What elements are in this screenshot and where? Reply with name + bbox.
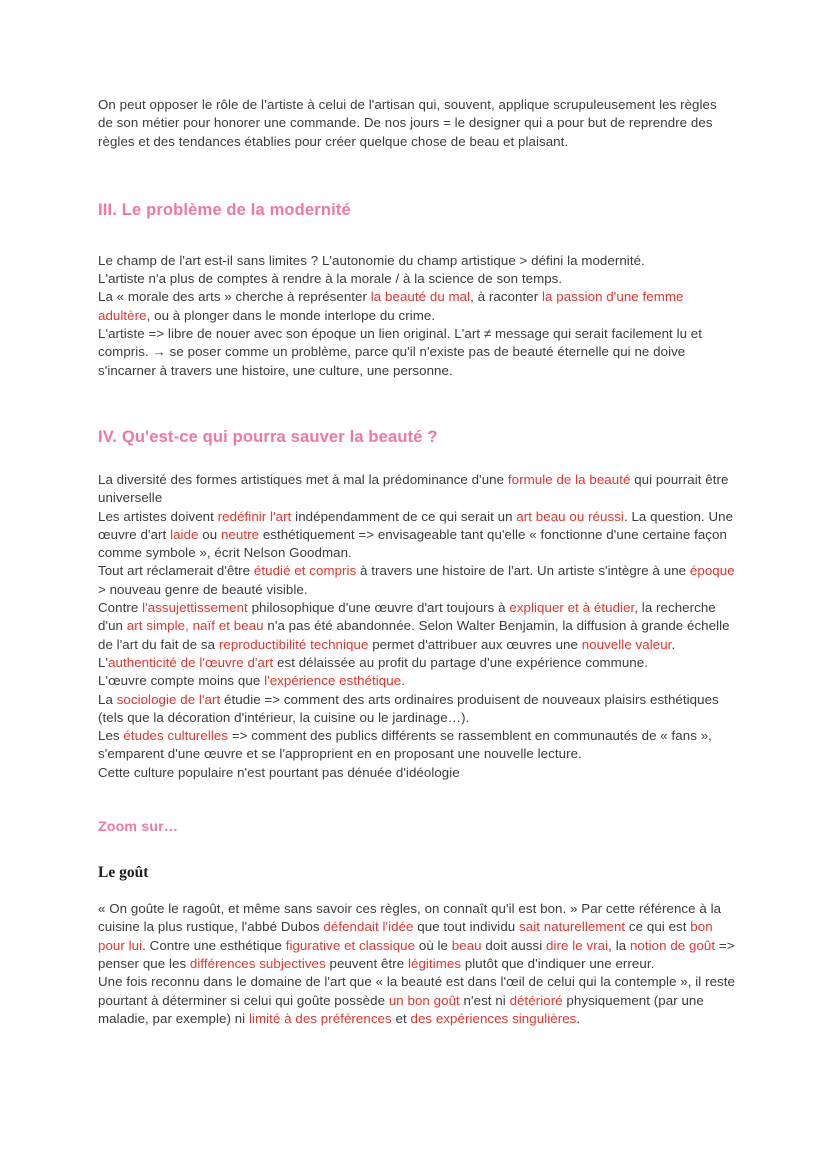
text-run: Une fois reconnu dans le domaine de l'art que « la beauté est dans l'œil de celui qui la contemple », il reste pourtant à déterminer si celui qui goûte possède [98, 974, 735, 1008]
text-run: philosophique d'une œuvre d'art toujours à [247, 600, 510, 616]
text-run: Contre [98, 600, 143, 616]
section-3-paragraph [98, 252, 735, 380]
text-run: => penser que les [98, 937, 735, 971]
text-run: n'est ni [459, 992, 510, 1008]
text-run: . La question. Une œuvre d'art [98, 508, 734, 542]
text-run: . Contre une esthétique [142, 937, 286, 953]
intro-paragraph [98, 96, 735, 151]
highlighted-term: époque [689, 563, 735, 579]
highlighted-term: un bon goût [388, 992, 460, 1008]
text-run: , la recherche d'un [98, 600, 716, 634]
highlighted-term: formule de la beauté [507, 471, 631, 487]
spacer [98, 782, 735, 818]
spacer [98, 448, 735, 471]
zoom-section-paragraph [98, 900, 735, 1028]
text-run: doit aussi [481, 937, 547, 953]
text-run: à travers une histoire de l'art. Un artiste s'intègre à une [356, 563, 690, 579]
section-4-paragraph [98, 471, 735, 782]
spacer [98, 380, 735, 426]
text-run: On peut opposer le rôle de l’artiste à celui de l'artisan qui, souvent, applique scrupuleusement les règles de son métier pour honorer une commande. De nos jours = le designer qui a pour but de reprendre des règles et des tendances établies pour créer quelque chose de beau et plaisant. [98, 97, 717, 149]
text-run: se poser comme un problème, parce qu'il n'existe pas de beauté éternelle qui ne doive s'incarner à travers une histoire, une culture, une personne. [98, 344, 686, 378]
highlighted-term: la beauté du mal [370, 289, 471, 305]
text-run: permet d'attribuer aux œuvres une [368, 636, 582, 652]
text-run: plutôt que d'indiquer une erreur. [461, 955, 655, 971]
highlighted-term: l'assujettissement [142, 600, 248, 616]
text-run: , à raconter [470, 289, 542, 305]
text-run: ou [198, 526, 221, 542]
spacer [98, 837, 735, 863]
text-run: n'a pas été abandonnée. Selon Walter Benjamin, la diffusion à grande échelle de l'art du fait de sa [98, 618, 730, 652]
highlighted-term: expliquer et à étudier [509, 600, 635, 616]
highlighted-term: bon pour lui [98, 919, 713, 953]
text-run: L'artiste => libre de nouer avec son époque un lien original. L'art ≠ message qui serait facilement lu et compris. [98, 326, 703, 360]
document-body [98, 96, 735, 1028]
highlighted-term: défendait l'idée [323, 919, 414, 935]
spacer [98, 883, 735, 900]
highlighted-term: art beau ou réussi [516, 508, 624, 524]
text-run: « On goûte le ragoût, et même sans savoir ces règles, on connaît qu'il est bon. » Par cette référence à la cuisine la plus rustique, l'abbé Dubos [98, 901, 722, 935]
highlighted-term: notion de goût [629, 937, 716, 953]
highlighted-term: la passion d'une femme adultère [98, 289, 684, 323]
highlighted-term: nouvelle valeur [581, 636, 672, 652]
text-run: physiquement (par une maladie, par exemple) ni [98, 992, 704, 1026]
spacer [98, 151, 735, 199]
text-run: esthétiquement => envisageable tant qu'elle « fonctionne d'une certaine façon comme symbole », écrit Nelson Goodman. [98, 526, 727, 561]
text-run: > nouveau genre de beauté visible. [98, 581, 308, 597]
highlighted-term: sait naturellement [519, 919, 626, 935]
text-run: Cette culture populaire n'est pourtant pas dénuée d'idéologie [98, 764, 460, 780]
right-arrow-icon: → [152, 344, 166, 360]
highlighted-term: neutre [220, 526, 260, 542]
highlighted-term: authenticité de l'œuvre d'art [108, 654, 274, 670]
text-run: La « morale des arts » cherche à représenter [98, 289, 371, 305]
text-run: . [401, 673, 405, 689]
highlighted-term: légitimes [407, 955, 462, 971]
text-run: Tout art réclamerait d'être [98, 563, 254, 579]
highlighted-term: études culturelles [123, 728, 229, 744]
spacer [98, 221, 735, 252]
highlighted-term: des expériences singulières [410, 1010, 577, 1026]
text-run: . [671, 636, 676, 652]
highlighted-term: limité à des préférences [248, 1010, 392, 1026]
text-run: => comment des publics différents se rassemblent en communautés de « fans », s'emparent d'une œuvre et se l'approprient en en proposant une nouvelle lecture. [98, 728, 712, 762]
text-run: . [576, 1010, 581, 1026]
text-run: peuvent être [325, 955, 408, 971]
text-run: que tout individu [413, 919, 520, 935]
text-run: Le champ de l'art est-il sans limites ? L'autonomie du champ artistique > défini la modernité. [98, 252, 645, 268]
highlighted-term: figurative et classique [285, 937, 416, 953]
highlighted-term: dire le vrai [546, 937, 609, 953]
text-run: où le [415, 937, 452, 953]
highlighted-term: différences subjectives [189, 955, 326, 971]
highlighted-term: art simple, naïf et beau [126, 618, 264, 634]
highlighted-term: beau [451, 937, 482, 953]
text-run: étudie => comment des arts ordinaires produisent de nouveaux plaisirs esthétiques (tels que la décoration d'intérieur, la cuisine ou le jardinage…). [98, 691, 719, 725]
text-run: L'artiste n'a plus de comptes à rendre à la morale / à la science de son temps. [98, 271, 563, 287]
section-heading-3: III. Le problème de la modernité [98, 200, 351, 219]
zoom-sur-heading: Zoom sur… [98, 819, 179, 836]
highlighted-term: étudié et compris [253, 563, 357, 579]
text-run: L'œuvre compte moins que [98, 673, 265, 689]
highlighted-term: sociologie de l'art [116, 691, 221, 707]
text-run: La [98, 691, 117, 707]
topic-heading-le-gout: Le goût [98, 864, 149, 882]
text-run: Les [98, 728, 124, 744]
text-run: , la [608, 937, 630, 953]
highlighted-term: l'expérience esthétique [264, 673, 402, 689]
text-run: et [391, 1010, 411, 1026]
text-run: L' [98, 654, 109, 670]
text-run: ce qui est [625, 919, 691, 935]
highlighted-term: reproductibilité technique [218, 636, 369, 652]
text-run: Les artistes doivent [98, 508, 218, 524]
highlighted-term: détérioré [509, 992, 563, 1008]
text-run: La diversité des formes artistiques met à mal la prédominance d'une [98, 471, 508, 487]
highlighted-term: laide [170, 526, 199, 542]
text-run: , ou à plonger dans le monde interlope du crime. [146, 307, 436, 323]
section-heading-4: IV. Qu'est-ce qui pourra sauver la beauté ? [98, 427, 438, 446]
highlighted-term: redéfinir l'art [217, 508, 292, 524]
text-run: qui pourrait être universelle [98, 471, 729, 506]
text-run: est délaissée au profit du partage d'une expérience commune. [273, 654, 648, 670]
text-run: indépendamment de ce qui serait un [291, 508, 517, 524]
